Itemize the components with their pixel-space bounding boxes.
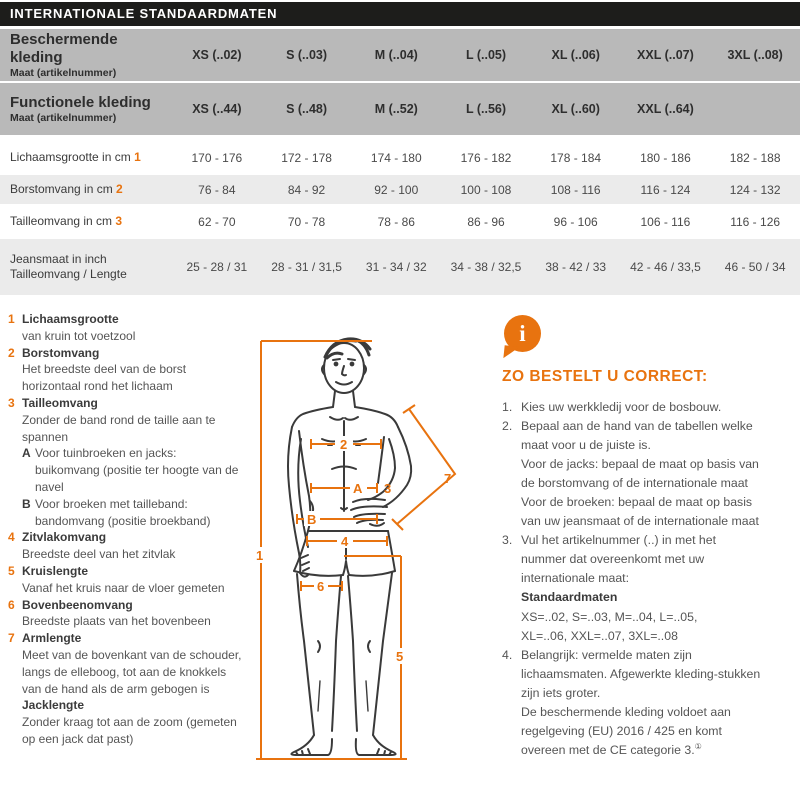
legend-title: Armlengte: [22, 631, 82, 646]
legend-desc: Zonder kraag tot aan de zoom (gemeten op een jack dat past): [22, 715, 237, 746]
legend-title: Zitvlakomvang: [22, 530, 107, 545]
standaardmaten-label: Standaardmaten: [521, 590, 618, 605]
table-header-row-functionele: [0, 83, 800, 135]
table-row-lichaamsgrootte: [0, 143, 800, 172]
sizing-guide-page: [0, 2, 800, 786]
legend-desc: Vanaf het kruis naar de vloer gemeten: [22, 580, 225, 595]
table-title: INTERNATIONALE STANDAARDMATEN: [10, 6, 278, 21]
legend-item-2: [8, 345, 244, 395]
table-cell: 46 - 50 / 34: [724, 260, 786, 274]
instruction-text: [521, 703, 761, 760]
table-title-bar: [0, 2, 800, 26]
instruction-number: 2.: [502, 419, 513, 434]
size-header-cell: XXL (..64): [637, 102, 694, 116]
table-row-tailleomvang: [0, 207, 800, 236]
row-label: [0, 94, 172, 124]
size-header-cell: XXL (..07): [637, 48, 694, 62]
table-cell: 28 - 31 / 31,5: [271, 260, 342, 274]
row-label: [0, 31, 172, 79]
legend-item-1: [8, 311, 244, 345]
legend-title: Kruislengte: [22, 563, 89, 578]
size-header-cell: 3XL (..08): [727, 48, 783, 62]
instruction-text: Vul het artikelnummer (..) in met het nummer dat overeenkomt met uw internationale maat:: [521, 533, 716, 586]
table-cell: 178 - 184: [550, 150, 602, 165]
table-row-borstomvang: [0, 175, 800, 204]
table-cell: 124 - 132: [729, 182, 781, 197]
table-cell: 38 - 42 / 33: [545, 260, 607, 274]
legend-item-7: [8, 630, 244, 697]
table-cell: 42 - 46 / 33,5: [630, 260, 701, 274]
legend-desc: Breedste deel van het zitvlak: [22, 547, 176, 562]
size-table: [0, 29, 800, 295]
size-header-cell: XL (..60): [551, 102, 600, 116]
size-header-cell: L (..05): [465, 48, 507, 62]
legend-desc: Meet van de bovenkant van de schouder, langs de elleboog, tot aan de knokkels van de hand als de arm gebogen is: [22, 647, 242, 696]
row-label: [0, 182, 172, 197]
row-label-text2: Tailleomvang / Lengte: [10, 267, 127, 281]
info-icon-glyph: i: [519, 321, 526, 346]
instruction-item-3: [502, 531, 800, 645]
table-cell: 116 - 126: [730, 214, 781, 229]
legend-desc: Breedste plaats van het bovenbeen: [22, 614, 211, 629]
size-header-cell: S (..03): [286, 48, 328, 62]
size-header-cell: M (..04): [374, 48, 418, 62]
row-label: [0, 214, 172, 229]
legend-subitem-b: [22, 496, 244, 530]
instruction-text: Bepaal aan de hand van de tabellen welke maat voor u de juiste is.: [521, 419, 753, 453]
row-label-text: Functionele kleding: [10, 94, 151, 111]
legend-item-4: [8, 529, 244, 563]
row-label-text: Jeansmaat in inch: [10, 252, 107, 266]
lower-section: [0, 311, 800, 786]
table-cell: 116 - 124: [640, 182, 691, 197]
row-sublabel-text: Maat (artikelnummer): [10, 67, 117, 79]
row-sublabel-text: Maat (artikelnummer): [10, 112, 117, 124]
figure-marker-2: 2: [340, 437, 348, 452]
size-header-cell: M (..52): [374, 102, 418, 116]
figure-marker-7: 7: [444, 471, 452, 486]
row-label: [0, 252, 172, 282]
table-cell: 62 - 70: [198, 214, 236, 229]
row-label: [0, 150, 172, 165]
table-cell: 70 - 78: [287, 214, 326, 229]
body-measurement-figure: [244, 311, 496, 786]
figure-marker-4: 4: [341, 534, 349, 549]
legend-number: 3: [8, 395, 15, 410]
size-header-cell: XL (..06): [551, 48, 600, 62]
legend-number: 1: [8, 312, 15, 326]
row-label-text: Lichaamsgrootte in cm: [10, 150, 131, 164]
table-cell: 78 - 86: [377, 214, 415, 229]
instruction-text: XS=..02, S=..03, M=..04, L=..05,: [521, 609, 698, 624]
table-cell: 92 - 100: [374, 182, 419, 197]
instruction-text-last: De beschermende kleding voldoet aan regelgeving (EU) 2016 / 425 en komt overeen met de CE categorie 3.: [521, 704, 731, 757]
legend-subitem-a: [22, 445, 244, 495]
footnote-mark: ①: [694, 741, 702, 751]
legend-title: Bovenbeenomvang: [22, 597, 133, 612]
instruction-text: Voor de jacks: bepaal de maat op basis van de borstomvang of de internationale maat: [521, 457, 759, 491]
instruction-number: 4.: [502, 647, 513, 662]
legend-subkey: A: [22, 446, 31, 461]
instruction-item-2: [502, 417, 800, 531]
legend-title: Tailleomvang: [22, 395, 98, 410]
row-label-text: Tailleomvang in cm: [10, 214, 113, 228]
legend-subtext: Voor broeken met tailleband: bandomvang (positie broekband): [35, 496, 211, 528]
size-header-cell: L (..56): [465, 102, 507, 116]
size-header-cell: XS (..02): [192, 48, 242, 62]
figure-marker-B: B: [307, 512, 317, 527]
instruction-text: XL=..06, XXL=..07, 3XL=..08: [521, 628, 678, 643]
row-marker: 3: [115, 214, 123, 228]
table-cell: 174 - 180: [370, 150, 422, 165]
row-label-text: Borstomvang in cm: [10, 182, 113, 196]
legend-desc: Zonder de band rond de taille aan te spannen: [22, 412, 216, 444]
legend-title: Lichaamsgrootte: [22, 312, 119, 326]
legend-title: Jacklengte: [22, 698, 85, 713]
instruction-item-1: [502, 398, 800, 417]
legend-number: [8, 697, 22, 747]
row-label-text: Beschermende kleding: [10, 31, 118, 66]
instructions-heading: ZO BESTELT U CORRECT:: [502, 368, 708, 385]
instruction-text: Voor de broeken: bepaal de maat op basis van uw jeansmaat of de internationale maat: [521, 495, 759, 529]
figure-marker-5: 5: [396, 649, 404, 664]
figure-marker-1: 1: [256, 548, 264, 563]
table-cell: 182 - 188: [729, 150, 781, 165]
row-marker: 2: [116, 182, 123, 196]
legend-number: 4: [8, 530, 15, 545]
size-header-cell: S (..48): [286, 102, 328, 116]
legend-subtext: Voor tuinbroeken en jacks: buikomvang (positie ter hoogte van de navel: [35, 446, 239, 494]
legend-number: 5: [8, 563, 15, 578]
legend-subkey: B: [22, 496, 31, 511]
body-figure-svg: [244, 311, 496, 781]
figure-marker-3: 3: [384, 481, 392, 496]
table-cell: 86 - 96: [467, 214, 505, 229]
table-cell: 34 - 38 / 32,5: [450, 260, 522, 274]
table-cell: 106 - 116: [640, 214, 691, 229]
legend-desc: Het breedste deel van de borst horizontaal rond het lichaam: [22, 362, 187, 394]
legend-item-jacklengte: [8, 697, 244, 747]
legend-number: 2: [8, 345, 15, 360]
legend-item-3: [8, 395, 244, 529]
row-marker: 1: [134, 150, 141, 164]
instruction-item-4: [502, 646, 800, 760]
instruction-number: 1.: [502, 400, 513, 414]
table-cell: 25 - 28 / 31: [186, 260, 248, 274]
table-cell: 96 - 106: [553, 214, 598, 229]
measurement-legend: [0, 311, 244, 786]
legend-number: 7: [8, 631, 15, 646]
table-cell: 180 - 186: [640, 150, 691, 165]
table-cell: 170 - 176: [191, 150, 243, 165]
ordering-instructions: [496, 311, 800, 786]
table-cell: 84 - 92: [287, 182, 326, 197]
table-row-jeansmaat: [0, 239, 800, 295]
table-cell: 76 - 84: [198, 182, 236, 197]
figure-marker-A: A: [353, 481, 363, 496]
table-cell: 176 - 182: [460, 150, 512, 165]
table-cell: 108 - 116: [550, 182, 601, 197]
size-header-cell: XS (..44): [192, 102, 242, 116]
legend-number: 6: [8, 597, 15, 612]
instruction-text: Kies uw werkkledij voor de bosbouw.: [521, 400, 722, 414]
table-cell: 31 - 34 / 32: [365, 260, 427, 274]
table-header-row-beschermende: [0, 29, 800, 81]
table-cell: 172 - 178: [281, 150, 332, 165]
legend-title: Borstomvang: [22, 345, 100, 360]
figure-marker-6: 6: [317, 579, 325, 594]
instruction-text: Belangrijk: vermelde maten zijn lichaamsmaten. Afgewerkte kleding-stukken zijn iets groter.: [521, 647, 761, 700]
legend-item-5: [8, 563, 244, 597]
table-cell: 100 - 108: [460, 182, 512, 197]
legend-desc: van kruin tot voetzool: [22, 328, 136, 343]
info-icon: [504, 315, 541, 352]
instruction-number: 3.: [502, 533, 513, 548]
legend-item-6: [8, 597, 244, 631]
